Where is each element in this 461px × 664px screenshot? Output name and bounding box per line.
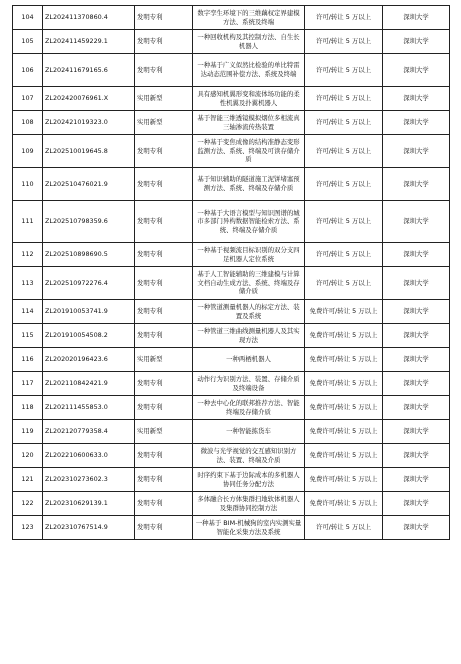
patent-owner: 深圳大学 — [383, 30, 450, 54]
patent-type: 发明专利 — [135, 243, 193, 267]
row-number: 120 — [13, 444, 43, 468]
patent-name: 一种基于 BIM-机械狗的室内实测实量智能化采集方法及系统 — [193, 516, 305, 540]
patent-owner: 深圳大学 — [383, 516, 450, 540]
patent-type: 发明专利 — [135, 372, 193, 396]
patent-number: ZL202510476021.9 — [43, 168, 135, 201]
transfer-mode: 许可/转让 5 万以上 — [305, 30, 383, 54]
patent-type: 发明专利 — [135, 396, 193, 420]
patent-number: ZL202411679165.6 — [43, 54, 135, 87]
patent-name: 一种两栖机器人 — [193, 348, 305, 372]
row-number: 116 — [13, 348, 43, 372]
patent-number: ZL202111455853.0 — [43, 396, 135, 420]
patent-name: 基于智能三维透镜模拟烟位多相流真三轴渗流传热装置 — [193, 111, 305, 135]
patent-table-body — [13, 6, 450, 540]
patent-number: ZL202411370860.4 — [43, 6, 135, 30]
transfer-mode: 许可/转让 5 万以上 — [305, 135, 383, 168]
row-number: 105 — [13, 30, 43, 54]
patent-name: 微波与光学视觉的交互感知识别方法、装置、终端及介质 — [193, 444, 305, 468]
patent-number: ZL202510019645.8 — [43, 135, 135, 168]
patent-name: 一种基于视频流目标识别的双分支四足机器人定位系统 — [193, 243, 305, 267]
row-number: 113 — [13, 267, 43, 300]
patent-name: 一种智能拣货车 — [193, 420, 305, 444]
patent-owner: 深圳大学 — [383, 492, 450, 516]
patent-owner: 深圳大学 — [383, 267, 450, 300]
transfer-mode: 免费许可/转让 5 万以上 — [305, 420, 383, 444]
row-number: 121 — [13, 468, 43, 492]
table-row — [13, 168, 450, 201]
patent-number: ZL202310273602.3 — [43, 468, 135, 492]
table-row — [13, 87, 450, 111]
table-row — [13, 396, 450, 420]
patent-owner: 深圳大学 — [383, 420, 450, 444]
table-row — [13, 420, 450, 444]
patent-number: ZL201910053741.9 — [43, 300, 135, 324]
row-number: 122 — [13, 492, 43, 516]
table-row — [13, 468, 450, 492]
transfer-mode: 许可/转让 5 万以上 — [305, 87, 383, 111]
patent-name: 多体融合长方体集群扫地软体机器人及集群协同控制方法 — [193, 492, 305, 516]
patent-type: 发明专利 — [135, 468, 193, 492]
transfer-mode: 免费许可/转让 5 万以上 — [305, 300, 383, 324]
patent-owner: 深圳大学 — [383, 201, 450, 243]
table-row — [13, 30, 450, 54]
table-row — [13, 516, 450, 540]
patent-type: 发明专利 — [135, 201, 193, 243]
row-number: 118 — [13, 396, 43, 420]
transfer-mode: 免费许可/转让 5 万以上 — [305, 348, 383, 372]
patent-type: 发明专利 — [135, 300, 193, 324]
row-number: 111 — [13, 201, 43, 243]
patent-name: 基于知识辅助的隧道施工泥饼堵塞预测方法、系统、终端及存储介质 — [193, 168, 305, 201]
patent-owner: 深圳大学 — [383, 135, 450, 168]
patent-number: ZL202510972276.4 — [43, 267, 135, 300]
patent-number: ZL202510898690.5 — [43, 243, 135, 267]
table-row — [13, 243, 450, 267]
table-row — [13, 135, 450, 168]
patent-type: 发明专利 — [135, 168, 193, 201]
table-row — [13, 300, 450, 324]
patent-name: 一种去中心化的联邦推荐方法、智能终端及存储介质 — [193, 396, 305, 420]
table-row — [13, 111, 450, 135]
patent-table — [12, 5, 450, 540]
patent-name: 具有感知机翼形变和流体场功能的柔性机翼及扑翼机器人 — [193, 87, 305, 111]
row-number: 106 — [13, 54, 43, 87]
patent-type: 实用新型 — [135, 111, 193, 135]
patent-owner: 深圳大学 — [383, 444, 450, 468]
row-number: 109 — [13, 135, 43, 168]
patent-name: 一种回收机构及其控制方法、自生长机器人 — [193, 30, 305, 54]
patent-type: 发明专利 — [135, 324, 193, 348]
patent-name: 一种基于大语言模型与知识图谱的城市多部门异构数据智能检索方法、系统、终端及存储介质 — [193, 201, 305, 243]
table-row — [13, 54, 450, 87]
patent-number: ZL202411459229.1 — [43, 30, 135, 54]
patent-number: ZL202421019323.0 — [43, 111, 135, 135]
patent-type: 发明专利 — [135, 516, 193, 540]
table-row — [13, 372, 450, 396]
patent-owner: 深圳大学 — [383, 168, 450, 201]
row-number: 107 — [13, 87, 43, 111]
patent-number: ZL202120779358.4 — [43, 420, 135, 444]
patent-type: 发明专利 — [135, 54, 193, 87]
patent-name: 数字孪生环境下的三维藕权定界建模方法、系统及终端 — [193, 6, 305, 30]
patent-number: ZL202210600633.0 — [43, 444, 135, 468]
patent-owner: 深圳大学 — [383, 243, 450, 267]
patent-type: 实用新型 — [135, 348, 193, 372]
table-row — [13, 201, 450, 243]
transfer-mode: 许可/转让 5 万以上 — [305, 201, 383, 243]
transfer-mode: 许可/转让 5 万以上 — [305, 111, 383, 135]
transfer-mode: 许可/转让 5 万以上 — [305, 6, 383, 30]
patent-name: 一种基于变焦成像的结构准静态变形监测方法、系统、终端及可读存储介质 — [193, 135, 305, 168]
row-number: 108 — [13, 111, 43, 135]
patent-type: 发明专利 — [135, 30, 193, 54]
patent-owner: 深圳大学 — [383, 348, 450, 372]
patent-owner: 深圳大学 — [383, 6, 450, 30]
patent-owner: 深圳大学 — [383, 54, 450, 87]
transfer-mode: 许可/转让 5 万以上 — [305, 168, 383, 201]
transfer-mode: 许可/转让 5 万以上 — [305, 267, 383, 300]
transfer-mode: 免费许可/转让 5 万以上 — [305, 444, 383, 468]
table-row — [13, 444, 450, 468]
table-row — [13, 492, 450, 516]
patent-name: 一种管道三维曲线测量机器人及其实现方法 — [193, 324, 305, 348]
patent-name: 一种管道测量机器人的标定方法、装置及系统 — [193, 300, 305, 324]
patent-number: ZL202420076961.X — [43, 87, 135, 111]
row-number: 117 — [13, 372, 43, 396]
patent-owner: 深圳大学 — [383, 372, 450, 396]
patent-owner: 深圳大学 — [383, 87, 450, 111]
patent-name: 动作行为识别方法、装置、存储介质及终端设备 — [193, 372, 305, 396]
patent-name: 基于人工智能辅助的三维建模与计算文档自动生成方法、系统、终端及存储介质 — [193, 267, 305, 300]
transfer-mode: 许可/转让 5 万以上 — [305, 516, 383, 540]
row-number: 104 — [13, 6, 43, 30]
table-row — [13, 324, 450, 348]
transfer-mode: 免费许可/转让 5 万以上 — [305, 396, 383, 420]
row-number: 114 — [13, 300, 43, 324]
patent-type: 发明专利 — [135, 444, 193, 468]
transfer-mode: 免费许可/转让 5 万以上 — [305, 372, 383, 396]
patent-number: ZL202020196423.6 — [43, 348, 135, 372]
patent-type: 发明专利 — [135, 6, 193, 30]
row-number: 115 — [13, 324, 43, 348]
patent-owner: 深圳大学 — [383, 396, 450, 420]
patent-owner: 深圳大学 — [383, 111, 450, 135]
transfer-mode: 免费许可/转让 5 万以上 — [305, 324, 383, 348]
row-number: 119 — [13, 420, 43, 444]
row-number: 110 — [13, 168, 43, 201]
patent-owner: 深圳大学 — [383, 324, 450, 348]
transfer-mode: 免费许可/转让 5 万以上 — [305, 492, 383, 516]
patent-type: 发明专利 — [135, 135, 193, 168]
row-number: 112 — [13, 243, 43, 267]
patent-number: ZL202310629139.1 — [43, 492, 135, 516]
transfer-mode: 免费许可/转让 5 万以上 — [305, 468, 383, 492]
table-row — [13, 348, 450, 372]
transfer-mode: 许可/转让 5 万以上 — [305, 243, 383, 267]
row-number: 123 — [13, 516, 43, 540]
patent-owner: 深圳大学 — [383, 468, 450, 492]
patent-number: ZL202510798359.6 — [43, 201, 135, 243]
patent-type: 发明专利 — [135, 267, 193, 300]
patent-number: ZL202110842421.9 — [43, 372, 135, 396]
patent-number: ZL201910054508.2 — [43, 324, 135, 348]
table-row — [13, 267, 450, 300]
patent-name: 时序约束下基于边际成本的多机器人协同任务分配方法 — [193, 468, 305, 492]
patent-number: ZL202310767514.9 — [43, 516, 135, 540]
patent-type: 实用新型 — [135, 87, 193, 111]
patent-type: 发明专利 — [135, 492, 193, 516]
transfer-mode: 许可/转让 5 万以上 — [305, 54, 383, 87]
patent-type: 实用新型 — [135, 420, 193, 444]
patent-owner: 深圳大学 — [383, 300, 450, 324]
patent-name: 一种基于广义似然比检验的单比特雷达动态范围补偿方法、系统及终端 — [193, 54, 305, 87]
table-row — [13, 6, 450, 30]
